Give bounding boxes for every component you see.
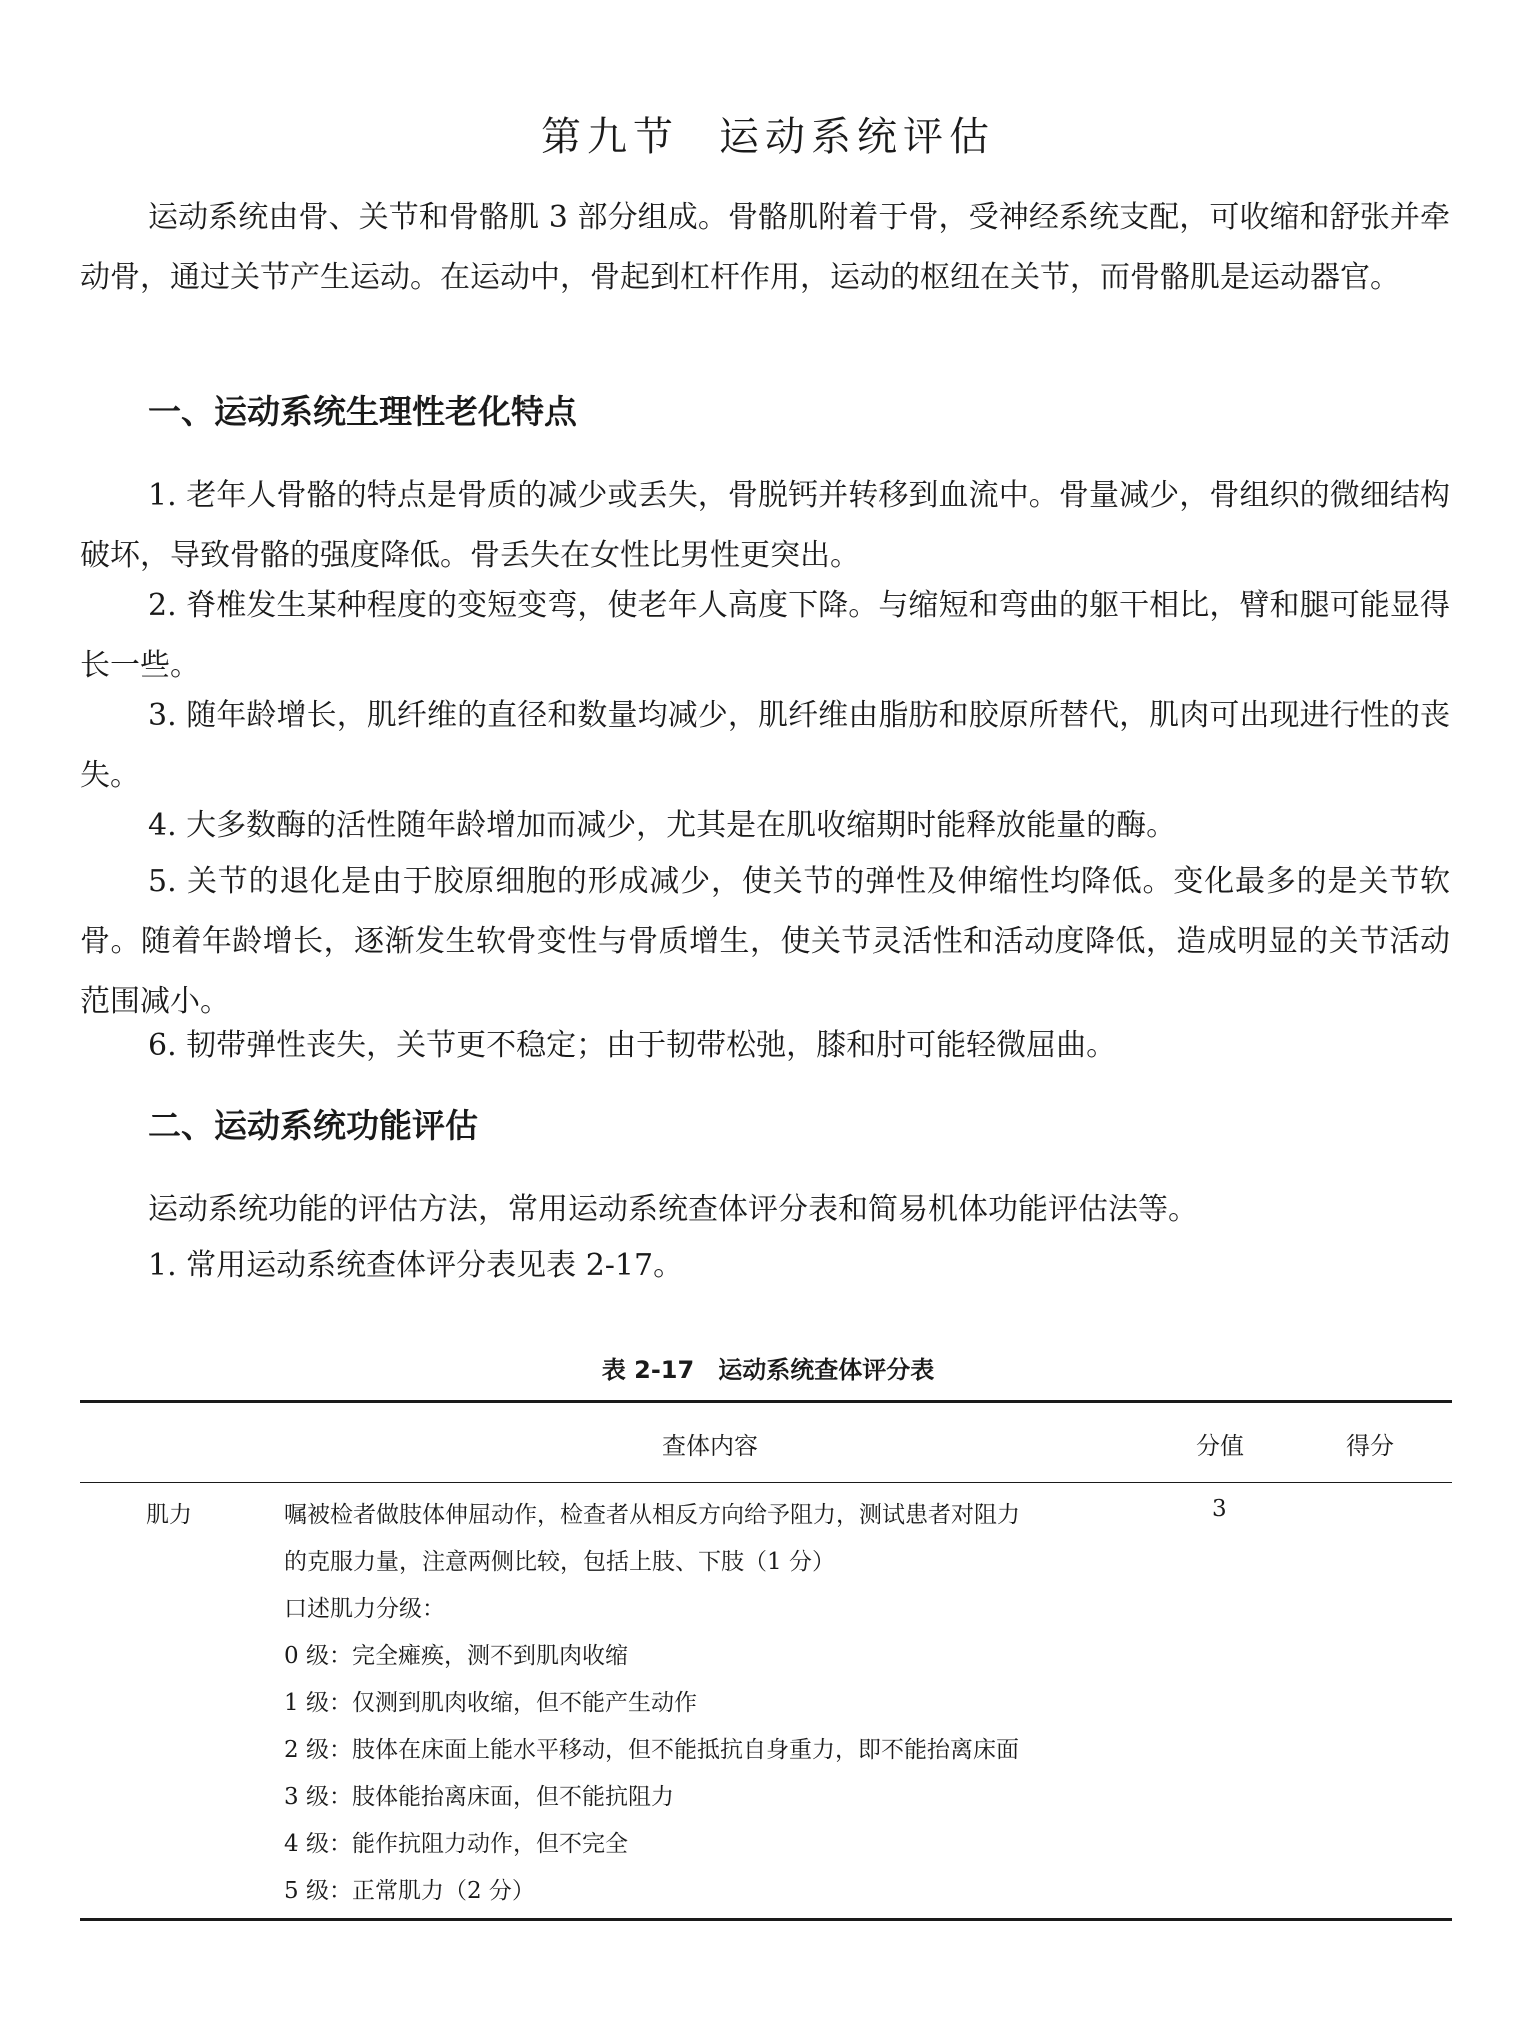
table-header-rule <box>80 1482 1452 1483</box>
section-title <box>0 105 1536 162</box>
aging-item-6: 6. 韧带弹性丧失，关节更不稳定；由于韧带松弛，膝和肘可能轻微屈曲。 <box>148 1028 1117 1063</box>
row-value: 3 <box>1212 1496 1227 1522</box>
table-top-rule <box>80 1400 1452 1403</box>
section2-item-1: 1. 常用运动系统查体评分表见表 2-17。 <box>148 1248 684 1283</box>
row-line-4: 0 级：完全瘫痪，测不到肌肉收缩 <box>284 1643 628 1669</box>
section2-paragraph: 运动系统功能的评估方法，常用运动系统查体评分表和简易机体功能评估法等。 <box>148 1192 1198 1227</box>
table-title: 运动系统查体评分表 <box>718 1356 935 1384</box>
aging-item-5: 5. 关节的退化是由于胶原细胞的形成减少，使关节的弹性及伸缩性均降低。变化最多的是关节软骨。随着年龄增长，逐渐发生软骨变性与骨质增生，使关节灵活性和活动度降低，造成明显的关节活动范围减小。 <box>80 864 1450 1019</box>
row-line-7: 3 级：肢体能抬离床面，但不能抗阻力 <box>284 1784 674 1810</box>
table-number: 表 2-17 <box>601 1356 695 1384</box>
row-line-6: 2 级：肢体在床面上能水平移动，但不能抵抗自身重力，即不能抬离床面 <box>284 1737 1019 1763</box>
header-content: 查体内容 <box>662 1432 758 1460</box>
row-line-1: 嘱被检者做肢体伸屈动作，检查者从相反方向给予阻力，测试患者对阻力 <box>284 1502 1020 1528</box>
aging-item-2: 2. 脊椎发生某种程度的变短变弯，使老年人高度下降。与缩短和弯曲的躯干相比，臂和腿可能显得长一些。 <box>80 588 1450 683</box>
aging-item-3: 3. 随年龄增长，肌纤维的直径和数量均减少，肌纤维由脂肪和胶原所替代，肌肉可出现进行性的丧失。 <box>80 698 1450 793</box>
row-line-2: 的克服力量，注意两侧比较，包括上肢、下肢（1 分） <box>284 1549 835 1575</box>
row-line-5: 1 级：仅测到肌肉收缩，但不能产生动作 <box>284 1690 697 1716</box>
row-line-8: 4 级：能作抗阻力动作，但不完全 <box>284 1831 628 1857</box>
section1-heading: 一、运动系统生理性老化特点 <box>148 392 577 431</box>
section2-heading: 二、运动系统功能评估 <box>148 1106 478 1145</box>
table-bottom-rule <box>80 1918 1452 1921</box>
aging-item-1: 1. 老年人骨骼的特点是骨质的减少或丢失，骨脱钙并转移到血流中。骨量减少，骨组织的微细结构破坏，导致骨骼的强度降低。骨丢失在女性比男性更突出。 <box>80 478 1450 573</box>
intro-paragraph: 运动系统由骨、关节和骨骼肌 3 部分组成。骨骼肌附着于骨，受神经系统支配，可收缩和舒张并牵动骨，通过关节产生运动。在运动中，骨起到杠杆作用，运动的枢纽在关节，而骨骼肌是运动器官。 <box>80 200 1450 295</box>
table-caption <box>0 1350 1536 1385</box>
row-line-9: 5 级：正常肌力（2 分） <box>284 1878 535 1904</box>
aging-item-4: 4. 大多数酶的活性随年龄增加而减少，尤其是在肌收缩期时能释放能量的酶。 <box>148 808 1177 843</box>
row-category: 肌力 <box>146 1502 192 1528</box>
row-line-3: 口述肌力分级： <box>284 1596 445 1622</box>
header-score: 得分 <box>1346 1432 1394 1460</box>
section-name: 运动系统评估 <box>719 113 995 160</box>
section-number: 第九节 <box>541 113 679 160</box>
header-value: 分值 <box>1196 1432 1244 1460</box>
